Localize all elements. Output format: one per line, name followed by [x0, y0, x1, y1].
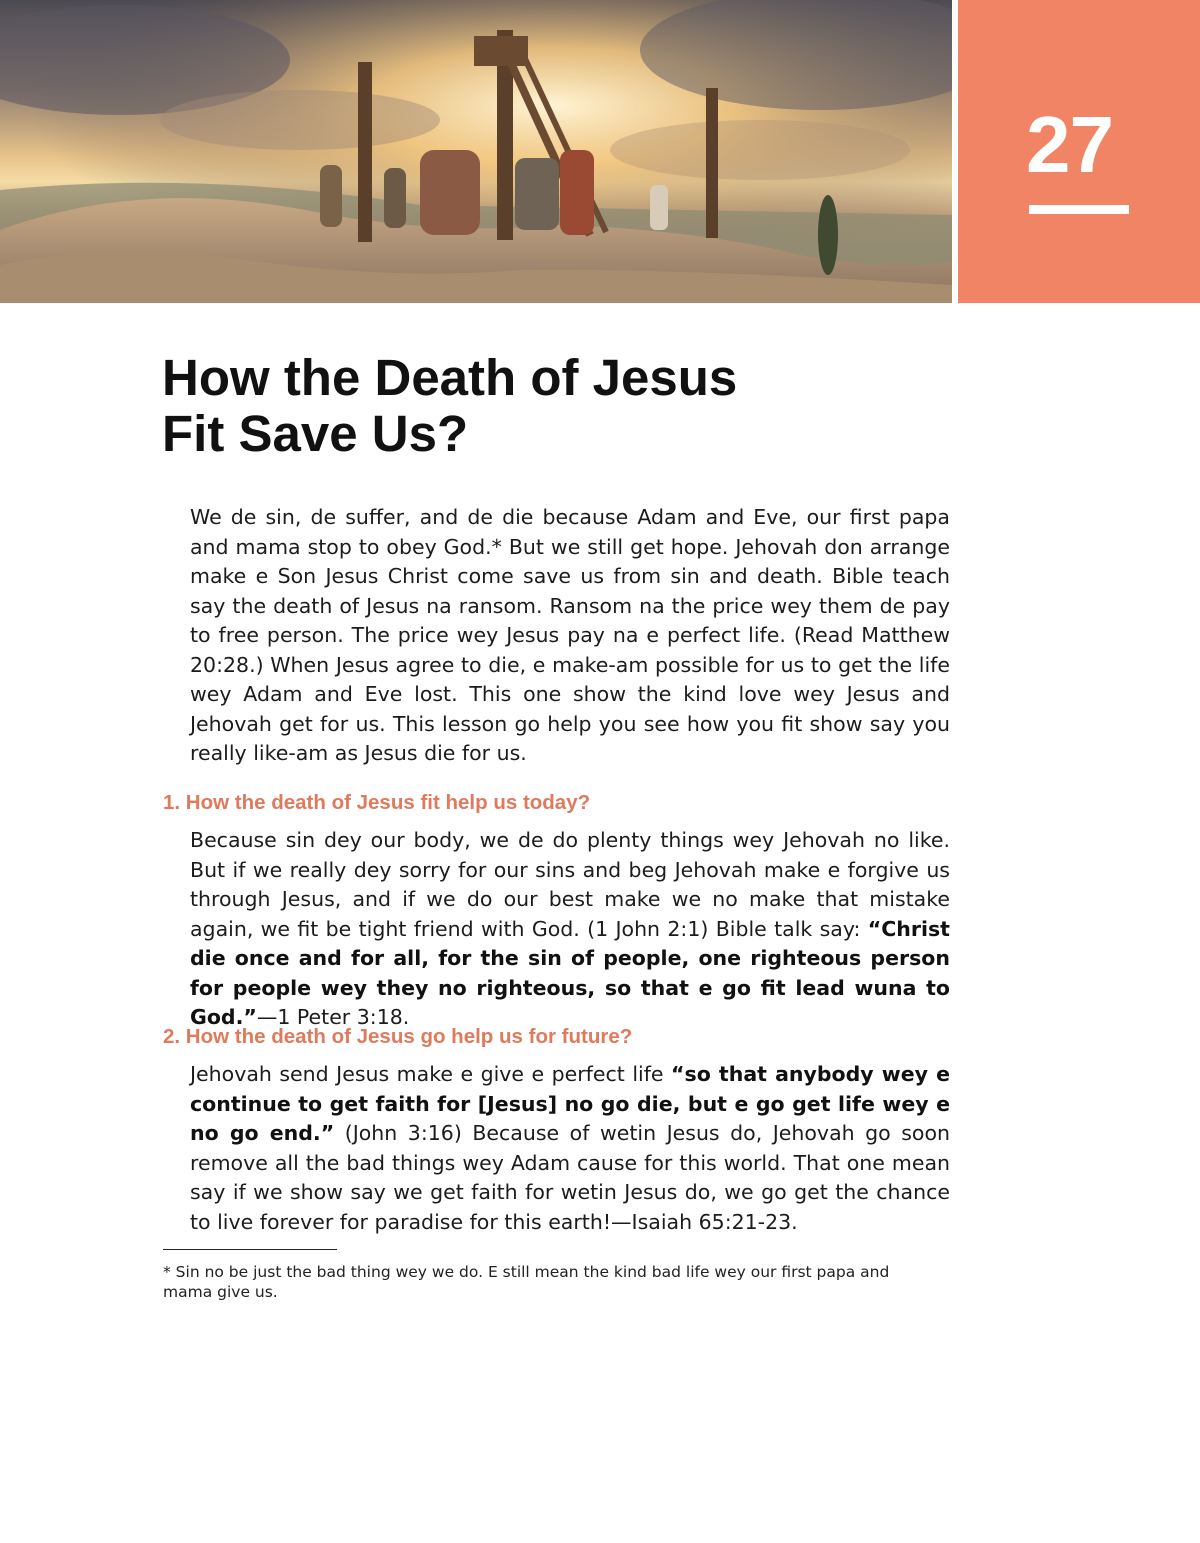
answer-2-text: Jehovah send Jesus make e give e perfect life: [190, 1062, 672, 1086]
title-line-2: Fit Save Us?: [162, 405, 469, 462]
question-1-heading: 1. How the death of Jesus fit help us today?: [163, 791, 591, 814]
question-2-heading: 2. How the death of Jesus go help us for future?: [163, 1025, 633, 1048]
footnote: * Sin no be just the bad thing wey we do. E still mean the kind bad life wey our first papa and mama give us.: [163, 1263, 890, 1301]
answer-1-text: Because sin dey our body, we de do plenty things wey Jehovah no like. But if we really dey sorry for our sins and beg Jehovah make e forgive us through Jesus, and if we do our best make we no make that mistake again, we fit be tight friend with God. (1 John 2:1) Bible talk say:: [190, 828, 950, 941]
crucifixion-scene-illustration: [0, 0, 952, 303]
answer-2-paragraph: [190, 1060, 950, 1237]
lesson-number-underline: [1029, 205, 1129, 214]
header-illustration: [0, 0, 952, 303]
answer-1-reference: —1 Peter 3:18.: [256, 1005, 410, 1029]
lesson-number: 27: [1026, 100, 1113, 189]
page-title: [162, 350, 922, 462]
answer-1-quote: “Christ die once and for all, for the sin of people, one righteous person for people wey they no righteous, so that e go fit lead wuna to God.”: [190, 916, 950, 1029]
footnote-divider: [163, 1249, 337, 1250]
answer-2-continuation: (John 3:16) Because of wetin Jesus do, Jehovah go soon remove all the bad things wey Adam cause for this world. That one mean say if we show say we get faith for wetin Jesus do, we go get the chance to live forever for paradise for this earth!—Isaiah 65:21-23.: [190, 1121, 950, 1234]
answer-2-quote: “so that anybody wey e continue to get faith for [Jesus] no go die, but e go get life wey e no go end.”: [190, 1062, 950, 1145]
intro-paragraph: We de sin, de suffer, and de die because Adam and Eve, our first papa and mama stop to obey God.* But we still get hope. Jehovah don arrange make e Son Jesus Christ come save us from sin and death. Bible teach say the death of Jesus na ransom. Ransom na the price wey them de pay to free person. The price wey Jesus pay na e perfect life. (Read Matthew 20:28.) When Jesus agree to die, e make-am possible for us to get the life wey Adam and Eve lost. This one show the kind love wey Jesus and Jehovah get for us. This lesson go help you see how you fit show say you really like-am as Jesus die for us.: [190, 505, 950, 765]
answer-1-paragraph: [190, 826, 950, 1033]
title-line-1: How the Death of Jesus: [162, 349, 738, 406]
